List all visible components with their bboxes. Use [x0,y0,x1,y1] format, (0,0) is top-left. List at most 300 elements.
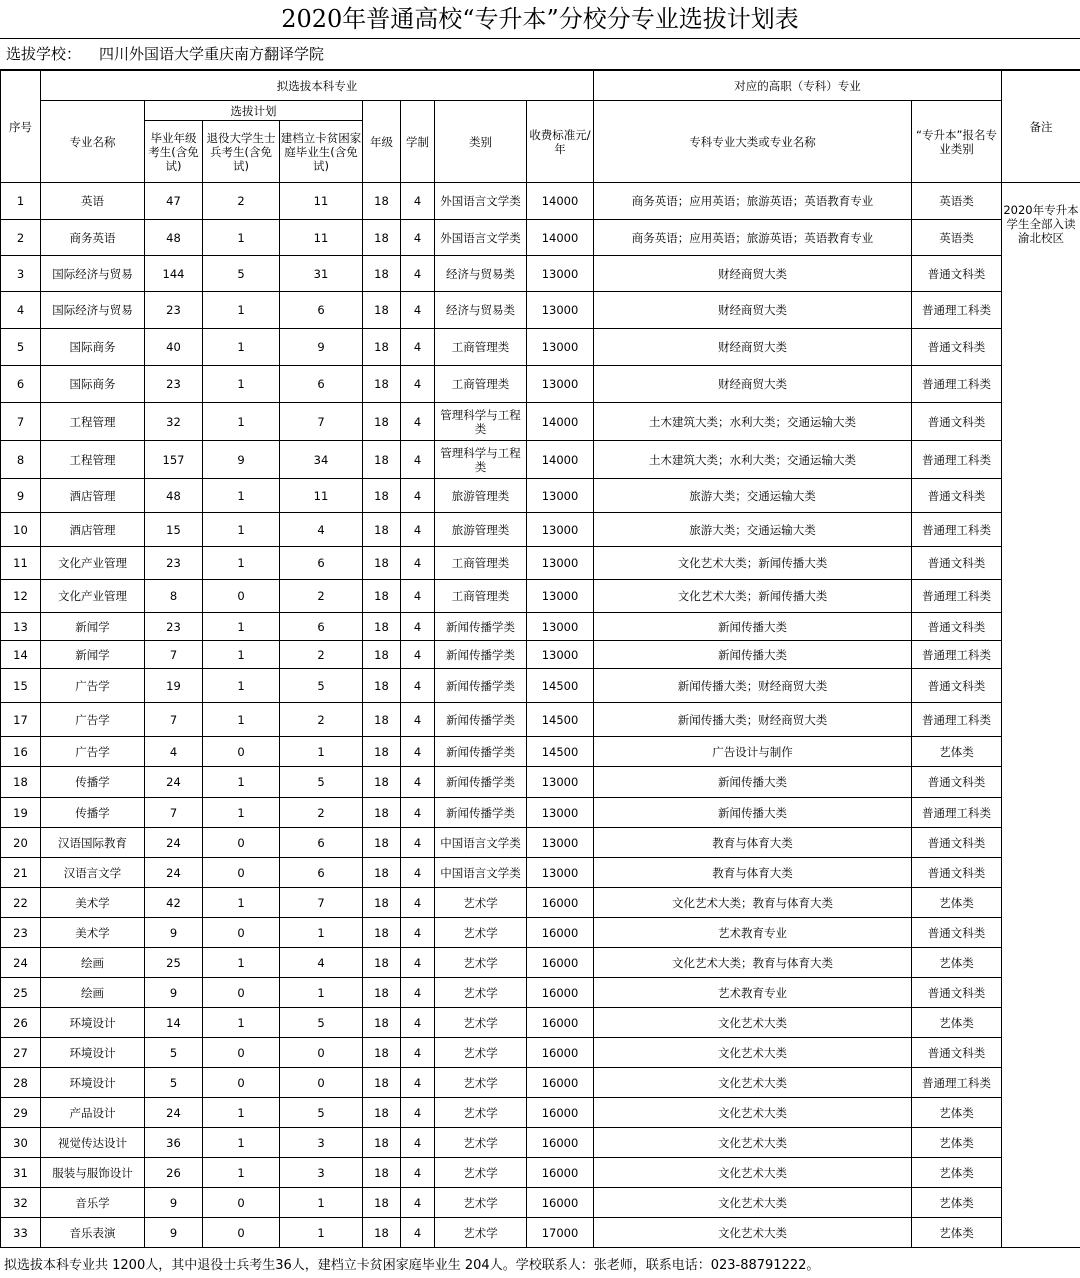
table-row [1,183,1080,220]
row-vocational-major: 土木建筑大类；水利大类；交通运输大类 [594,403,912,441]
table-row [1,737,1080,767]
row-grad-count: 48 [145,479,203,513]
row-fee: 14000 [527,220,594,256]
row-fee: 14500 [527,703,594,737]
row-apply-category: 普通理工科类 [912,292,1002,329]
row-major: 国际经济与贸易 [41,256,145,292]
table-row [1,1098,1080,1128]
row-grade: 18 [363,669,401,703]
row-poverty-count: 2 [280,641,363,669]
row-seq: 5 [1,329,41,366]
row-poverty-count: 2 [280,580,363,613]
row-veteran-count: 1 [203,1158,280,1188]
row-category: 经济与贸易类 [435,292,527,329]
row-fee: 13000 [527,329,594,366]
row-duration: 4 [401,1068,435,1098]
row-major: 音乐表演 [41,1218,145,1248]
row-fee: 16000 [527,978,594,1008]
row-fee: 14000 [527,403,594,441]
row-grade: 18 [363,1098,401,1128]
row-poverty-count: 5 [280,1098,363,1128]
row-seq: 19 [1,798,41,828]
row-duration: 4 [401,292,435,329]
row-veteran-count: 5 [203,256,280,292]
row-vocational-major: 文化艺术大类 [594,1068,912,1098]
row-category: 艺术学 [435,1098,527,1128]
row-fee: 16000 [527,888,594,918]
table-row [1,220,1080,256]
row-apply-category: 普通文科类 [912,329,1002,366]
header-seq: 序号 [1,71,41,183]
row-vocational-major: 新闻传播大类 [594,641,912,669]
table-row [1,256,1080,292]
row-veteran-count: 1 [203,329,280,366]
row-grade: 18 [363,580,401,613]
row-apply-category: 普通理工科类 [912,703,1002,737]
row-veteran-count: 1 [203,513,280,547]
row-seq: 26 [1,1008,41,1038]
row-apply-category: 普通文科类 [912,479,1002,513]
row-seq: 28 [1,1068,41,1098]
row-seq: 20 [1,828,41,858]
table-row [1,978,1080,1008]
row-category: 艺术学 [435,978,527,1008]
table-row [1,580,1080,613]
row-fee: 14000 [527,183,594,220]
row-major: 广告学 [41,703,145,737]
row-poverty-count: 34 [280,441,363,479]
table-row [1,1158,1080,1188]
row-major: 汉语言文学 [41,858,145,888]
row-poverty-count: 7 [280,403,363,441]
table-row [1,1218,1080,1248]
row-grade: 18 [363,828,401,858]
row-veteran-count: 1 [203,1098,280,1128]
table-row [1,828,1080,858]
row-major: 酒店管理 [41,513,145,547]
header-apply-category: “专升本”报名专业类别 [912,101,1002,183]
row-category: 新闻传播学类 [435,669,527,703]
row-grad-count: 40 [145,329,203,366]
row-category: 经济与贸易类 [435,256,527,292]
row-grad-count: 32 [145,403,203,441]
row-fee: 13000 [527,641,594,669]
row-major: 广告学 [41,737,145,767]
row-category: 管理科学与工程类 [435,403,527,441]
row-apply-category: 普通理工科类 [912,441,1002,479]
row-seq: 11 [1,547,41,580]
row-grade: 18 [363,479,401,513]
row-grad-count: 24 [145,767,203,798]
row-apply-category: 普通文科类 [912,858,1002,888]
row-veteran-count: 0 [203,1188,280,1218]
row-vocational-major: 新闻传播大类；财经商贸大类 [594,703,912,737]
row-apply-category: 普通文科类 [912,828,1002,858]
row-apply-category: 普通文科类 [912,256,1002,292]
row-grad-count: 24 [145,1098,203,1128]
row-grad-count: 23 [145,292,203,329]
row-seq: 10 [1,513,41,547]
row-vocational-major: 文化艺术大类 [594,1218,912,1248]
row-veteran-count: 1 [203,479,280,513]
table-row [1,441,1080,479]
row-category: 工商管理类 [435,329,527,366]
row-grade: 18 [363,1008,401,1038]
row-apply-category: 艺体类 [912,1128,1002,1158]
row-seq: 23 [1,918,41,948]
row-fee: 14500 [527,669,594,703]
header-grade: 年级 [363,101,401,183]
row-grad-count: 42 [145,888,203,918]
row-fee: 16000 [527,948,594,978]
row-major: 英语 [41,183,145,220]
row-grad-count: 48 [145,220,203,256]
row-category: 外国语言文学类 [435,220,527,256]
row-seq: 14 [1,641,41,669]
row-veteran-count: 0 [203,918,280,948]
row-category: 中国语言文学类 [435,828,527,858]
row-seq: 31 [1,1158,41,1188]
row-major: 美术学 [41,888,145,918]
row-vocational-major: 艺术教育专业 [594,978,912,1008]
row-category: 艺术学 [435,1008,527,1038]
row-seq: 8 [1,441,41,479]
row-seq: 4 [1,292,41,329]
row-apply-category: 普通理工科类 [912,798,1002,828]
row-poverty-count: 5 [280,767,363,798]
row-apply-category: 英语类 [912,220,1002,256]
row-poverty-count: 1 [280,1218,363,1248]
row-grade: 18 [363,798,401,828]
row-veteran-count: 9 [203,441,280,479]
row-grade: 18 [363,1218,401,1248]
row-poverty-count: 6 [280,292,363,329]
row-veteran-count: 1 [203,669,280,703]
row-grad-count: 4 [145,737,203,767]
row-duration: 4 [401,1038,435,1068]
row-poverty-count: 0 [280,1068,363,1098]
table-row [1,1188,1080,1218]
row-category: 中国语言文学类 [435,858,527,888]
row-major: 视觉传达设计 [41,1128,145,1158]
row-veteran-count: 1 [203,641,280,669]
table-row [1,918,1080,948]
row-apply-category: 普通文科类 [912,403,1002,441]
row-poverty-count: 3 [280,1128,363,1158]
row-poverty-count: 7 [280,888,363,918]
row-major: 商务英语 [41,220,145,256]
page-title: 2020年普通高校“专升本”分校分专业选拔计划表 [0,0,1080,39]
row-major: 工程管理 [41,403,145,441]
row-grad-count: 36 [145,1128,203,1158]
row-apply-category: 普通文科类 [912,767,1002,798]
row-vocational-major: 新闻传播大类 [594,767,912,798]
row-veteran-count: 0 [203,828,280,858]
row-major: 传播学 [41,767,145,798]
row-vocational-major: 文化艺术大类 [594,1098,912,1128]
row-veteran-count: 0 [203,978,280,1008]
row-grade: 18 [363,1158,401,1188]
row-major: 新闻学 [41,641,145,669]
row-fee: 13000 [527,513,594,547]
row-seq: 18 [1,767,41,798]
row-major: 工程管理 [41,441,145,479]
row-apply-category: 艺体类 [912,948,1002,978]
row-duration: 4 [401,1128,435,1158]
row-veteran-count: 1 [203,1128,280,1158]
row-poverty-count: 6 [280,828,363,858]
row-grad-count: 9 [145,1218,203,1248]
row-fee: 16000 [527,1008,594,1038]
header-group-undergrad: 拟选拔本科专业 [41,71,594,101]
row-grade: 18 [363,1188,401,1218]
table-row [1,329,1080,366]
school-line [0,38,1080,70]
row-seq: 24 [1,948,41,978]
row-fee: 13000 [527,292,594,329]
row-veteran-count: 1 [203,292,280,329]
school-label: 选拔学校： [6,45,82,63]
row-category: 艺术学 [435,1188,527,1218]
row-category: 新闻传播学类 [435,703,527,737]
row-vocational-major: 新闻传播大类；财经商贸大类 [594,669,912,703]
row-grad-count: 47 [145,183,203,220]
row-grade: 18 [363,183,401,220]
row-fee: 16000 [527,1068,594,1098]
row-grad-count: 23 [145,366,203,403]
row-category: 工商管理类 [435,580,527,613]
row-duration: 4 [401,703,435,737]
row-fee: 13000 [527,767,594,798]
row-major: 产品设计 [41,1098,145,1128]
row-major: 国际商务 [41,366,145,403]
row-category: 艺术学 [435,1158,527,1188]
row-category: 艺术学 [435,948,527,978]
row-grad-count: 24 [145,828,203,858]
row-veteran-count: 1 [203,767,280,798]
row-major: 文化产业管理 [41,547,145,580]
row-duration: 4 [401,737,435,767]
row-duration: 4 [401,888,435,918]
row-poverty-count: 11 [280,183,363,220]
row-duration: 4 [401,948,435,978]
row-grade: 18 [363,1038,401,1068]
table-row [1,479,1080,513]
row-duration: 4 [401,613,435,641]
row-duration: 4 [401,183,435,220]
header-poverty: 建档立卡贫困家庭毕业生(含免试) [280,121,363,183]
row-vocational-major: 土木建筑大类；水利大类；交通运输大类 [594,441,912,479]
row-duration: 4 [401,1008,435,1038]
row-veteran-count: 1 [203,1008,280,1038]
row-poverty-count: 1 [280,737,363,767]
row-grade: 18 [363,220,401,256]
row-veteran-count: 1 [203,613,280,641]
row-category: 新闻传播学类 [435,737,527,767]
row-grad-count: 7 [145,703,203,737]
row-grade: 18 [363,441,401,479]
row-vocational-major: 文化艺术大类；教育与体育大类 [594,888,912,918]
row-poverty-count: 2 [280,798,363,828]
row-duration: 4 [401,1158,435,1188]
table-row [1,613,1080,641]
row-seq: 12 [1,580,41,613]
row-apply-category: 艺体类 [912,1098,1002,1128]
row-grad-count: 9 [145,1188,203,1218]
row-veteran-count: 1 [203,403,280,441]
row-poverty-count: 1 [280,1188,363,1218]
row-poverty-count: 5 [280,1008,363,1038]
row-seq: 13 [1,613,41,641]
row-vocational-major: 新闻传播大类 [594,798,912,828]
header-plan-group: 选拔计划 [145,101,363,121]
row-fee: 13000 [527,547,594,580]
row-duration: 4 [401,1218,435,1248]
row-veteran-count: 0 [203,858,280,888]
row-duration: 4 [401,1098,435,1128]
row-fee: 13000 [527,479,594,513]
row-major: 国际经济与贸易 [41,292,145,329]
table-row [1,513,1080,547]
row-grad-count: 7 [145,641,203,669]
row-vocational-major: 广告设计与制作 [594,737,912,767]
row-veteran-count: 0 [203,1218,280,1248]
row-grad-count: 9 [145,918,203,948]
row-duration: 4 [401,978,435,1008]
header-vocational-major: 专科专业大类或专业名称 [594,101,912,183]
row-major: 环境设计 [41,1038,145,1068]
row-grade: 18 [363,948,401,978]
row-duration: 4 [401,547,435,580]
row-poverty-count: 11 [280,479,363,513]
row-veteran-count: 0 [203,1038,280,1068]
row-vocational-major: 文化艺术大类 [594,1038,912,1068]
row-category: 工商管理类 [435,366,527,403]
header-grad-students: 毕业年级考生(含免试) [145,121,203,183]
row-seq: 21 [1,858,41,888]
row-veteran-count: 1 [203,547,280,580]
row-duration: 4 [401,858,435,888]
row-major: 环境设计 [41,1068,145,1098]
row-grade: 18 [363,858,401,888]
row-vocational-major: 文化艺术大类；新闻传播大类 [594,547,912,580]
row-veteran-count: 1 [203,798,280,828]
row-fee: 13000 [527,256,594,292]
row-vocational-major: 艺术教育专业 [594,918,912,948]
row-grad-count: 157 [145,441,203,479]
row-category: 新闻传播学类 [435,767,527,798]
row-grade: 18 [363,888,401,918]
row-category: 艺术学 [435,888,527,918]
row-vocational-major: 财经商贸大类 [594,329,912,366]
row-grade: 18 [363,1128,401,1158]
row-veteran-count: 0 [203,1068,280,1098]
row-vocational-major: 文化艺术大类；新闻传播大类 [594,580,912,613]
table-row [1,547,1080,580]
row-category: 新闻传播学类 [435,641,527,669]
row-grad-count: 24 [145,858,203,888]
school-name: 四川外国语大学重庆南方翻译学院 [99,45,325,63]
row-vocational-major: 商务英语；应用英语；旅游英语；英语教育专业 [594,183,912,220]
row-category: 新闻传播学类 [435,613,527,641]
row-poverty-count: 31 [280,256,363,292]
row-duration: 4 [401,580,435,613]
row-veteran-count: 1 [203,220,280,256]
row-veteran-count: 0 [203,580,280,613]
row-fee: 13000 [527,798,594,828]
row-apply-category: 普通理工科类 [912,641,1002,669]
row-apply-category: 普通理工科类 [912,513,1002,547]
table-row [1,1128,1080,1158]
row-fee: 13000 [527,613,594,641]
row-seq: 33 [1,1218,41,1248]
row-fee: 13000 [527,580,594,613]
row-poverty-count: 2 [280,703,363,737]
row-major: 汉语国际教育 [41,828,145,858]
row-grad-count: 23 [145,613,203,641]
row-major: 环境设计 [41,1008,145,1038]
row-fee: 13000 [527,828,594,858]
row-seq: 3 [1,256,41,292]
row-apply-category: 艺体类 [912,1188,1002,1218]
row-major: 传播学 [41,798,145,828]
row-grade: 18 [363,366,401,403]
row-grade: 18 [363,513,401,547]
row-category: 新闻传播学类 [435,798,527,828]
row-grade: 18 [363,292,401,329]
row-duration: 4 [401,513,435,547]
row-veteran-count: 0 [203,737,280,767]
row-seq: 29 [1,1098,41,1128]
table-row [1,888,1080,918]
table-row [1,1038,1080,1068]
row-apply-category: 普通文科类 [912,547,1002,580]
row-grad-count: 19 [145,669,203,703]
row-apply-category: 艺体类 [912,888,1002,918]
row-duration: 4 [401,479,435,513]
row-category: 管理科学与工程类 [435,441,527,479]
table-row [1,403,1080,441]
row-duration: 4 [401,403,435,441]
row-grad-count: 9 [145,978,203,1008]
row-grad-count: 15 [145,513,203,547]
row-apply-category: 艺体类 [912,1218,1002,1248]
row-vocational-major: 文化艺术大类 [594,1008,912,1038]
row-grade: 18 [363,1068,401,1098]
row-apply-category: 普通理工科类 [912,1068,1002,1098]
header-category: 类别 [435,101,527,183]
row-major: 服装与服饰设计 [41,1158,145,1188]
row-vocational-major: 财经商贸大类 [594,366,912,403]
row-seq: 1 [1,183,41,220]
row-fee: 16000 [527,1098,594,1128]
row-major: 新闻学 [41,613,145,641]
row-poverty-count: 5 [280,669,363,703]
row-poverty-count: 3 [280,1158,363,1188]
row-apply-category: 英语类 [912,183,1002,220]
row-category: 旅游管理类 [435,513,527,547]
row-grad-count: 14 [145,1008,203,1038]
remark-note: 2020年专升本学生全部入读渝北校区 [1002,183,1080,1248]
row-poverty-count: 4 [280,513,363,547]
table-row [1,767,1080,798]
row-seq: 15 [1,669,41,703]
row-veteran-count: 1 [203,366,280,403]
row-duration: 4 [401,669,435,703]
row-poverty-count: 1 [280,978,363,1008]
row-duration: 4 [401,828,435,858]
row-grade: 18 [363,703,401,737]
